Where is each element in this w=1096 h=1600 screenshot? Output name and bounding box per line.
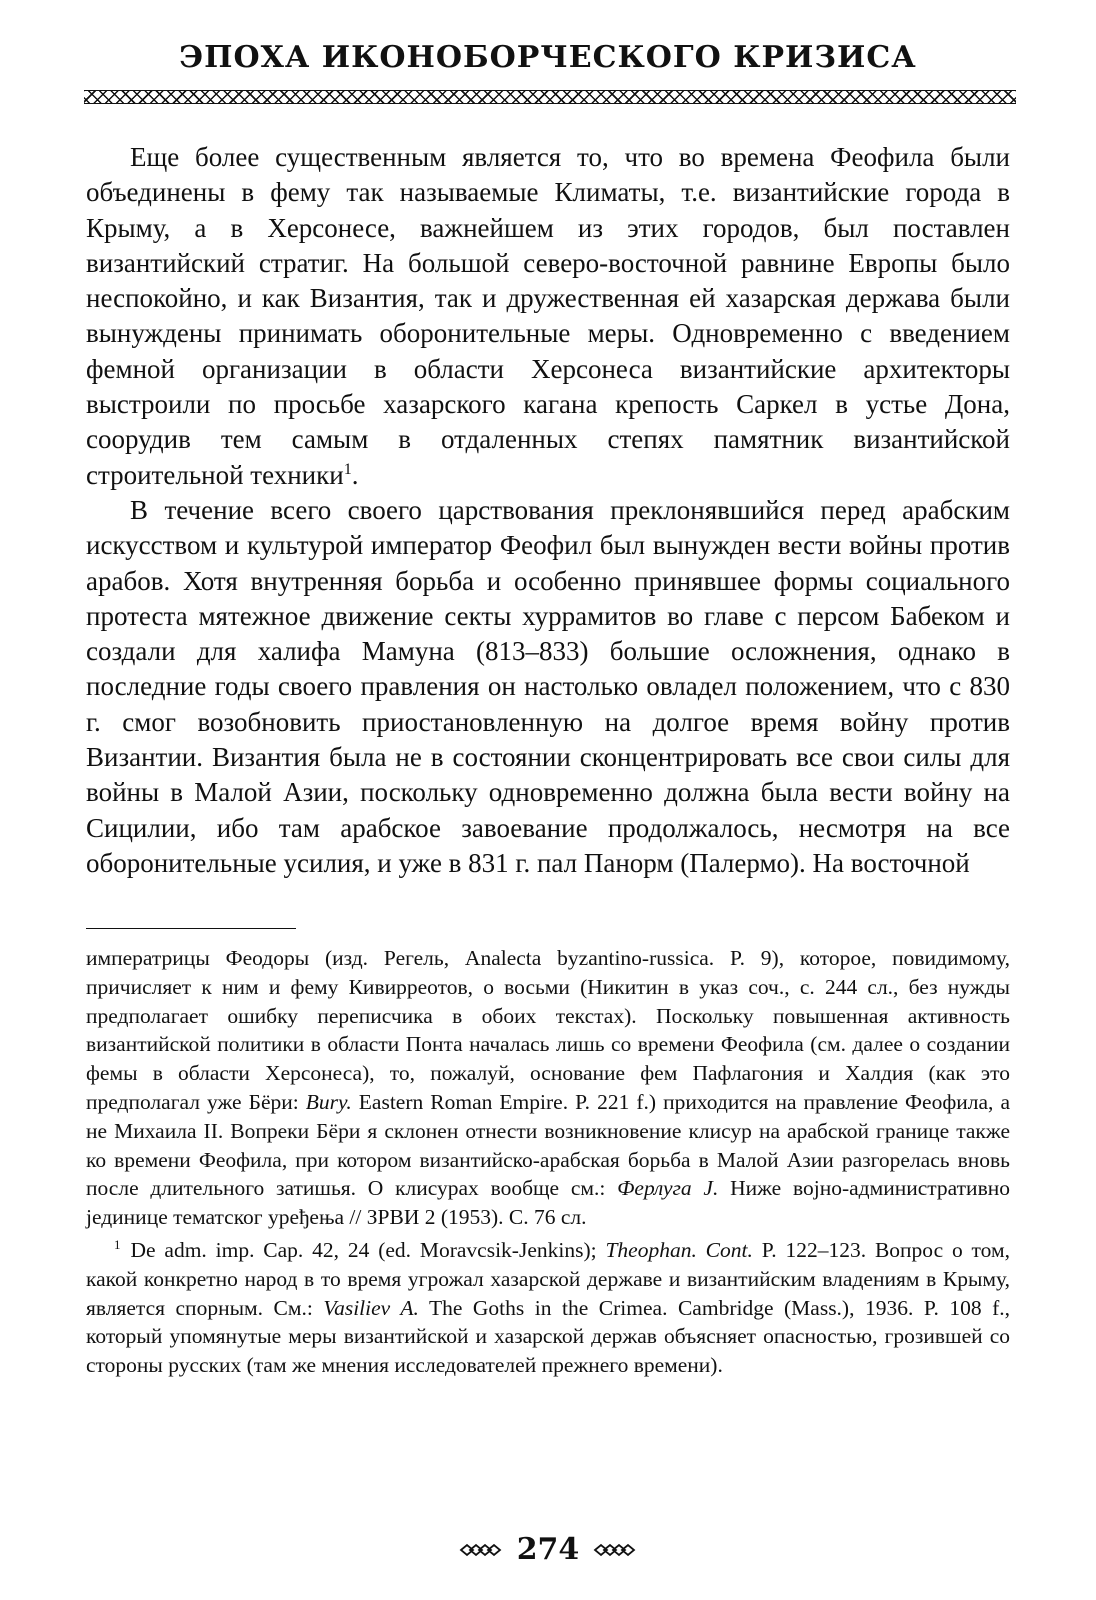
paragraph-2: В течение всего своего царствования преклонявшийся перед арабским искусством и культурой император Феофил был вынужден вести войны против арабов. Хотя внутренняя борьба и особенно принявшее формы социального протеста мятежное движение секты хуррамитов во главе с персом Бабеком и создали для халифа Мамуна (813–833) большие осложнения, однако в последние годы своего правления он настолько овладел положением, что с 830 г. смог возобновить приостановленную на долгое время войну против Византии. Византия была не в состоянии сконцентрировать все свои силы для войны в Малой Азии, поскольку одновременно должна была вести войну на Сицилии, ибо там арабское завоевание продолжалось, несмотря на все оборонительные усилия, и уже в 831 г. пал Панорм (Палермо). На восточной — [86, 494, 1010, 878]
footnote-1-source-theophan: Theophan. Cont. — [605, 1237, 753, 1262]
footnote-reference: 1 — [343, 459, 352, 478]
footnote-1-text-a: De adm. imp. Cap. 42, 24 (ed. Moravcsik-Jenkins); — [130, 1237, 606, 1262]
footnote-continued-text-a: императрицы Феодоры (изд. Регель, Analecta byzantino-russica. P. 9), которое, повидимому, причисляет к ним и фему Кивирреотов, о восьми (Никитин в указ соч., с. 244 сл., без нужды предполагает ошибку переписчика в обоих текстах). Поскольку повышенная активность византийской политики в области Понта началась лишь со времени Феофила (см. далее о создании фемы в области Херсонеса), то, пожалуй, основание фем Пафлагония и Халдия (как это предполагал уже Бёри: — [86, 946, 1010, 1114]
page-number: 274 — [516, 1532, 580, 1567]
footnote-continued — [86, 944, 1010, 1232]
footnote-1-author-vasiliev: Vasiliev A. — [323, 1295, 419, 1320]
paragraph-1 — [86, 140, 1010, 493]
paragraph-1-end: . — [351, 459, 359, 490]
footnote-1 — [86, 1236, 1010, 1380]
footnote-1-text-c: The Goths in the Crimea. Cambridge (Mass.), 1936. P. 108 f., который упомянутые меры византийской и хазарской держав объясняет опасностью, грозившей со стороны русских (там же мнения исследователей прежнего времени). — [86, 1295, 1010, 1378]
header-ornament-band — [84, 90, 1016, 104]
footnote-author-bury: Bury. — [305, 1089, 352, 1114]
footnote-1-marker: 1 — [114, 1236, 121, 1252]
running-title: ЭПОХА ИКОНОБОРЧЕСКОГО КРИЗИСА — [179, 40, 917, 75]
footnote-continued-text-b: Eastern Roman Empire. P. 221 f.) приходится на правление Феофила, а не Михаила II. Вопреки Бёри я склонен отнести возникновение клисур на арабской границе также ко времени Феофила, при котором византийско-арабская борьба в Малой Азии разгорелась вновь после длительного затишья. О клисурах вообще см.: — [86, 1089, 1010, 1201]
footnotes — [86, 944, 1010, 1380]
folio — [0, 1532, 1096, 1568]
main-text — [86, 140, 1010, 881]
right-folio-ornament-icon — [593, 1543, 637, 1557]
footnote-continued-text-c: Ниже војно-административно јединице тематског уређења // ЗРВИ 2 (1953). С. 76 сл. — [86, 1176, 1010, 1230]
paragraph-1-text: Еще более существенным является то, что во времена Феофила были объединены в фему так называемые Климаты, т.е. византийские города в Крыму, а в Херсонесе, важнейшем из этих городов, был поставлен византийский стратиг. На большой северо-восточной равнине Европы было неспокойно, и как Византия, так и дружественная ей хазарская держава были вынуждены принимать оборонительные меры. Одновременно с введением фемной организации в области Херсонеса византийские архитекторы выстроили по просьбе хазарского кагана крепость Саркел в устье Дона, соорудив тем самым в отдаленных степях памятник византийской строительной техники — [86, 142, 1010, 490]
footnote-author-ferluga: Ферлуга J. — [617, 1176, 719, 1201]
footnote-separator — [86, 928, 296, 929]
footnote-1-text-b: P. 122–123. Вопрос о том, какой конкретно народ в то время угрожал хазарской державе и византийским владениям в Крыму, является спорным. См.: — [86, 1237, 1010, 1320]
left-folio-ornament-icon — [459, 1543, 503, 1557]
